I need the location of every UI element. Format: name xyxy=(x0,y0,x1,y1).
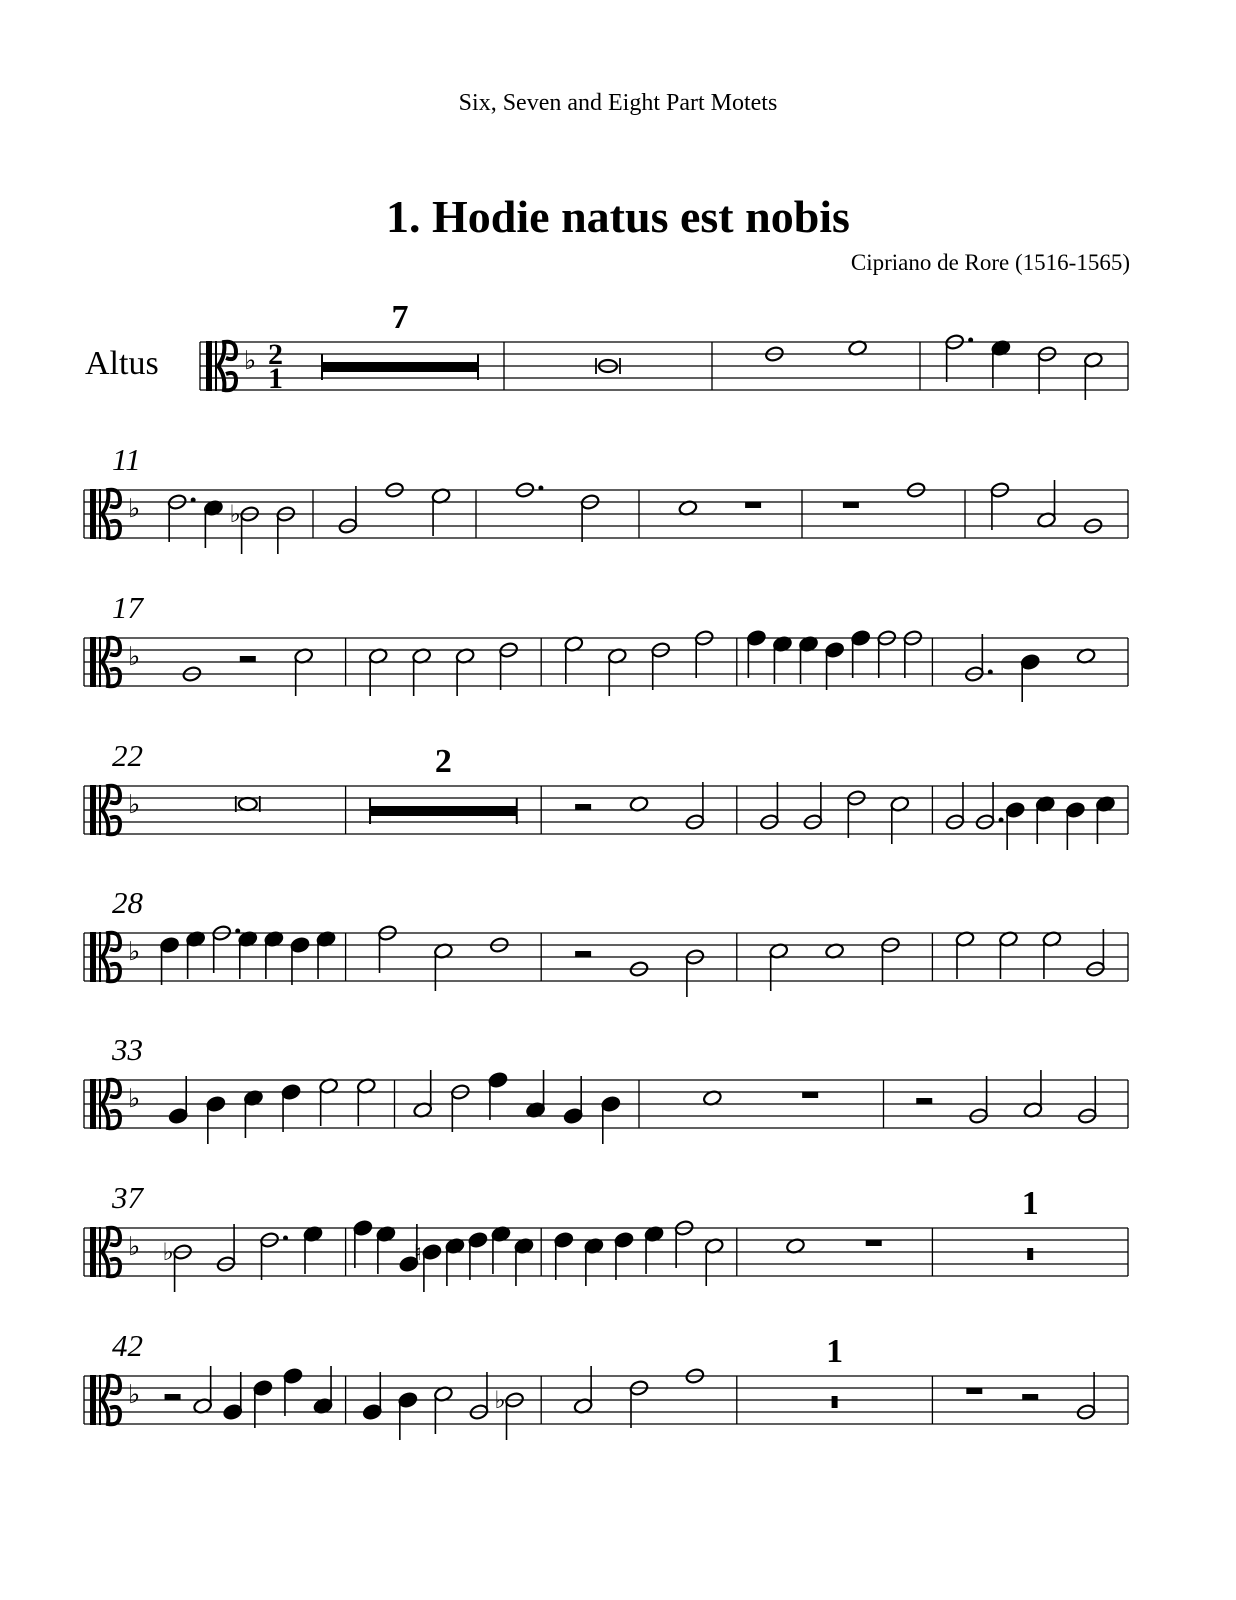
note xyxy=(1083,351,1103,400)
note xyxy=(1036,480,1056,529)
staff xyxy=(0,716,1236,866)
piece-title: 1. Hodie natus est nobis xyxy=(386,191,850,242)
note xyxy=(376,1225,396,1274)
note xyxy=(338,486,358,535)
note xyxy=(514,1237,534,1286)
note xyxy=(674,1219,694,1268)
note xyxy=(1095,795,1115,844)
note xyxy=(212,924,241,973)
note xyxy=(1042,930,1062,979)
note xyxy=(580,493,600,542)
half-rest xyxy=(916,1098,932,1104)
measure-number: 28 xyxy=(112,885,143,920)
note xyxy=(1065,801,1085,850)
note xyxy=(573,1366,593,1415)
svg-text:♮: ♮ xyxy=(413,1241,422,1266)
note xyxy=(160,936,180,985)
staff xyxy=(0,420,1236,570)
measure-number: 37 xyxy=(112,1180,143,1215)
note xyxy=(846,789,866,838)
key-signature-flat: ♭ xyxy=(128,1232,141,1262)
staff xyxy=(0,1158,1236,1308)
note xyxy=(694,629,714,678)
rest-count: 7 xyxy=(391,299,409,336)
half-rest xyxy=(575,951,591,957)
note xyxy=(431,487,451,536)
note xyxy=(413,1070,433,1119)
note xyxy=(203,499,223,548)
note xyxy=(798,635,818,684)
note xyxy=(563,1076,583,1125)
note xyxy=(216,1224,236,1273)
note xyxy=(253,1379,273,1428)
key-signature-flat: ♭ xyxy=(244,346,257,376)
note xyxy=(368,647,388,696)
note xyxy=(294,647,314,696)
note xyxy=(206,1095,226,1144)
note xyxy=(398,1391,418,1440)
note xyxy=(880,936,900,985)
note xyxy=(877,629,897,678)
staff xyxy=(0,272,1236,422)
note xyxy=(890,795,910,844)
note xyxy=(803,782,823,831)
note xyxy=(629,1379,649,1428)
svg-text:♭: ♭ xyxy=(494,1386,506,1414)
note xyxy=(243,1089,263,1138)
key-signature-flat: ♭ xyxy=(128,790,141,820)
measure-number: 11 xyxy=(112,442,141,477)
note xyxy=(488,1071,508,1120)
staff xyxy=(0,1010,1236,1160)
half-rest xyxy=(1022,1394,1038,1400)
whole-rest xyxy=(866,1240,882,1246)
note xyxy=(1035,795,1055,844)
staff xyxy=(0,863,1236,1013)
note xyxy=(1077,1076,1097,1125)
measure-number: 17 xyxy=(112,590,143,625)
note xyxy=(554,1231,574,1280)
note xyxy=(644,1225,664,1274)
note xyxy=(614,1231,634,1280)
note xyxy=(1085,929,1105,978)
svg-text:♭: ♭ xyxy=(162,1238,174,1266)
staff xyxy=(0,568,1236,718)
note xyxy=(564,635,584,684)
note xyxy=(769,942,789,991)
note xyxy=(1076,1372,1096,1421)
multi-measure-rest xyxy=(832,1396,838,1408)
note xyxy=(998,930,1018,979)
svg-text:♭: ♭ xyxy=(229,500,241,528)
time-signature-numerator: 2 xyxy=(268,338,283,371)
note xyxy=(313,1366,333,1415)
note xyxy=(259,1231,288,1280)
note xyxy=(990,481,1010,530)
measure-number: 22 xyxy=(112,738,143,773)
multi-measure-rest xyxy=(322,362,478,372)
note xyxy=(601,1095,621,1144)
note xyxy=(1037,345,1057,394)
note xyxy=(903,629,923,678)
note xyxy=(607,647,627,696)
note xyxy=(450,1083,470,1132)
multi-measure-rest xyxy=(1027,1248,1033,1260)
note xyxy=(1005,801,1025,850)
note xyxy=(964,634,993,683)
collection-title: Six, Seven and Eight Part Motets xyxy=(458,90,778,116)
note xyxy=(468,1231,488,1280)
rest-count: 1 xyxy=(1021,1185,1039,1222)
note xyxy=(825,641,845,690)
measure-number: 42 xyxy=(112,1328,143,1363)
key-signature-flat: ♭ xyxy=(128,494,141,524)
time-signature-denominator: 1 xyxy=(268,362,283,395)
note xyxy=(303,1225,323,1274)
note xyxy=(975,782,1004,831)
half-rest xyxy=(575,804,591,810)
note xyxy=(264,930,284,979)
note xyxy=(356,1077,376,1126)
note xyxy=(412,647,432,696)
note xyxy=(377,924,397,973)
note xyxy=(445,1237,465,1286)
note xyxy=(186,930,206,979)
note xyxy=(362,1372,382,1421)
whole-rest xyxy=(843,502,859,508)
note xyxy=(746,629,766,678)
part-label: Altus xyxy=(85,345,159,382)
measure-number: 33 xyxy=(112,1032,143,1067)
half-rest xyxy=(165,1394,181,1400)
note xyxy=(433,1385,453,1434)
whole-rest xyxy=(745,502,761,508)
note xyxy=(704,1237,724,1286)
note xyxy=(491,1225,511,1274)
note xyxy=(353,1219,373,1268)
key-signature-flat: ♭ xyxy=(128,937,141,967)
note xyxy=(319,1077,339,1126)
rest-count: 1 xyxy=(826,1333,844,1370)
staff xyxy=(0,1306,1236,1456)
key-signature-flat: ♭ xyxy=(128,1380,141,1410)
note xyxy=(991,339,1011,388)
note xyxy=(495,1386,525,1440)
note xyxy=(1023,1070,1043,1119)
note xyxy=(168,1076,188,1125)
whole-rest xyxy=(966,1388,982,1394)
note xyxy=(955,930,975,979)
note xyxy=(584,1237,604,1286)
key-signature-flat: ♭ xyxy=(128,1084,141,1114)
note xyxy=(433,942,453,991)
note xyxy=(193,1366,213,1415)
note xyxy=(651,641,671,690)
note xyxy=(759,782,779,831)
note xyxy=(223,1372,243,1421)
note xyxy=(281,1083,301,1132)
note xyxy=(851,629,871,678)
whole-rest xyxy=(802,1092,818,1098)
composer-credit: Cipriano de Rore (1516-1565) xyxy=(850,250,1130,275)
note xyxy=(772,635,792,684)
note xyxy=(316,930,336,979)
note xyxy=(230,500,260,554)
note xyxy=(414,1241,442,1292)
note xyxy=(526,1070,546,1119)
note xyxy=(283,1367,303,1416)
note xyxy=(1020,653,1040,702)
half-rest xyxy=(240,656,256,662)
rest-count: 2 xyxy=(434,743,452,780)
note xyxy=(945,333,974,382)
note xyxy=(945,782,965,831)
multi-measure-rest xyxy=(370,806,517,816)
note xyxy=(167,493,196,542)
note xyxy=(163,1238,193,1292)
note xyxy=(276,505,296,554)
key-signature-flat: ♭ xyxy=(128,642,141,672)
note xyxy=(455,647,475,696)
note xyxy=(290,936,310,985)
note xyxy=(969,1076,989,1125)
note xyxy=(499,641,519,690)
note xyxy=(685,782,705,831)
note xyxy=(469,1372,489,1421)
note xyxy=(685,948,705,997)
note xyxy=(238,930,258,979)
